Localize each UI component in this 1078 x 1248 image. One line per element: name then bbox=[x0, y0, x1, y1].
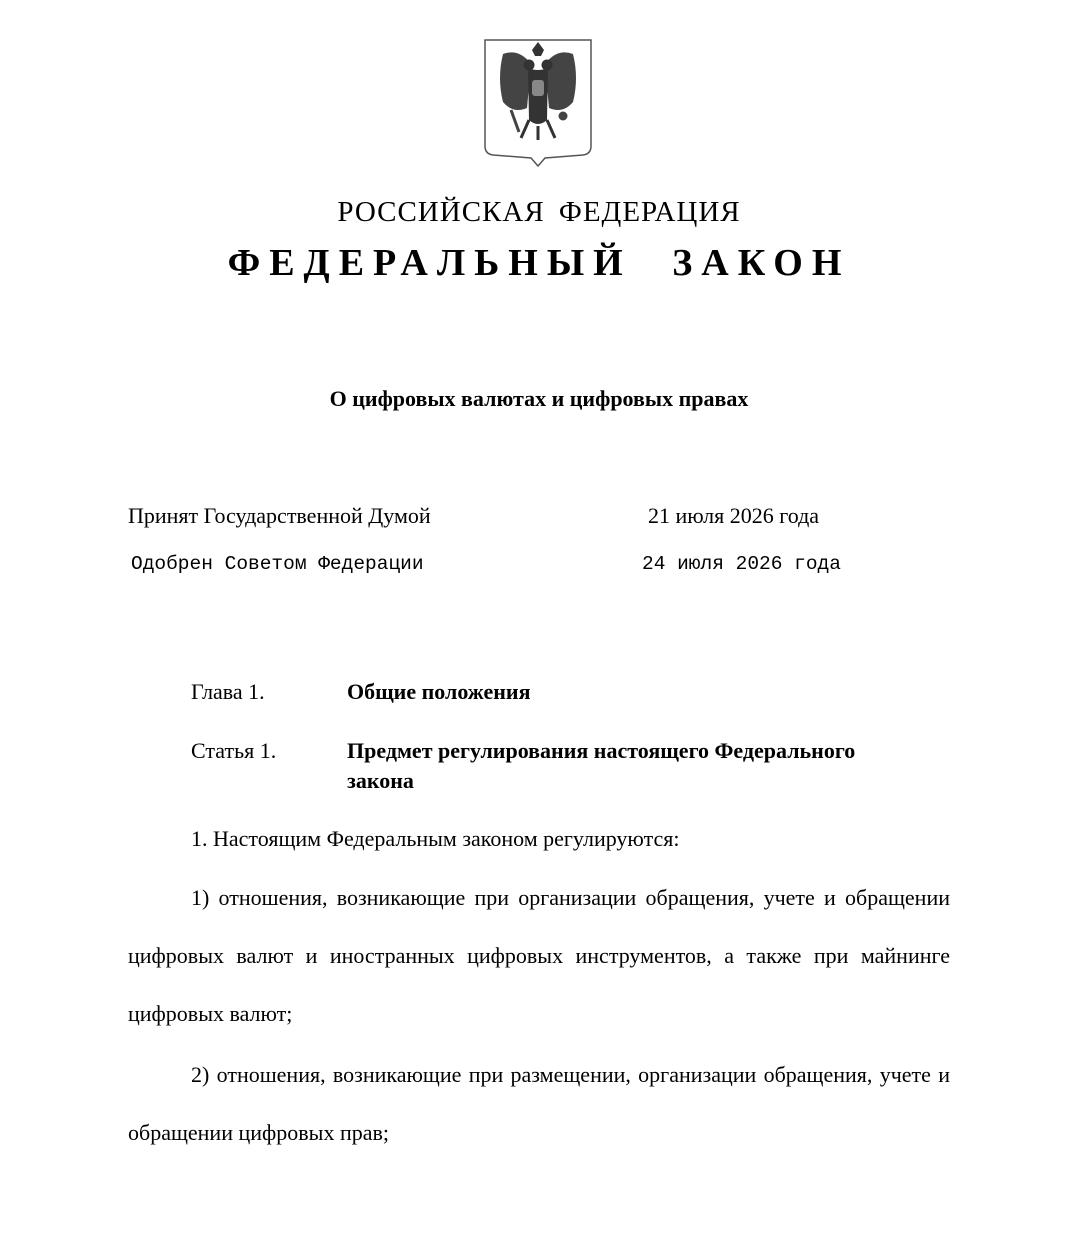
chapter-title: Общие положения bbox=[347, 679, 531, 704]
law-title: О цифровых валютах и цифровых правах bbox=[329, 386, 749, 411]
document-type: ФЕДЕРАЛЬНЫЙ ЗАКОН bbox=[227, 242, 851, 284]
paragraph: 1. Настоящим Федеральным законом регулируются: bbox=[191, 826, 680, 851]
adoption-label: Принят Государственной Думой bbox=[128, 503, 431, 528]
adoption-label: Одобрен Советом Федерации bbox=[131, 553, 424, 575]
paragraph: 1) отношения, возникающие при организации обращения, учете и обращении цифровых валют и иностранных цифровых инструментов, а также при майнинге цифровых валют; bbox=[128, 885, 950, 1026]
article-title: Предмет регулирования настоящего Федерального закона bbox=[347, 738, 856, 793]
adoption-row-duma bbox=[0, 500, 1078, 532]
adoption-date: 24 июля 2026 года bbox=[642, 553, 841, 575]
adoption-date: 21 июля 2026 года bbox=[648, 503, 820, 528]
adoption-row-council bbox=[0, 548, 1078, 580]
paragraph: 2) отношения, возникающие при размещении, организации обращения, учете и обращении цифровых прав; bbox=[128, 1062, 950, 1145]
article-label: Статья 1. bbox=[191, 738, 277, 763]
country-name: РОССИЙСКАЯ ФЕДЕРАЦИЯ bbox=[337, 196, 741, 228]
chapter-label: Глава 1. bbox=[191, 679, 265, 704]
coat-of-arms-icon bbox=[483, 38, 593, 168]
